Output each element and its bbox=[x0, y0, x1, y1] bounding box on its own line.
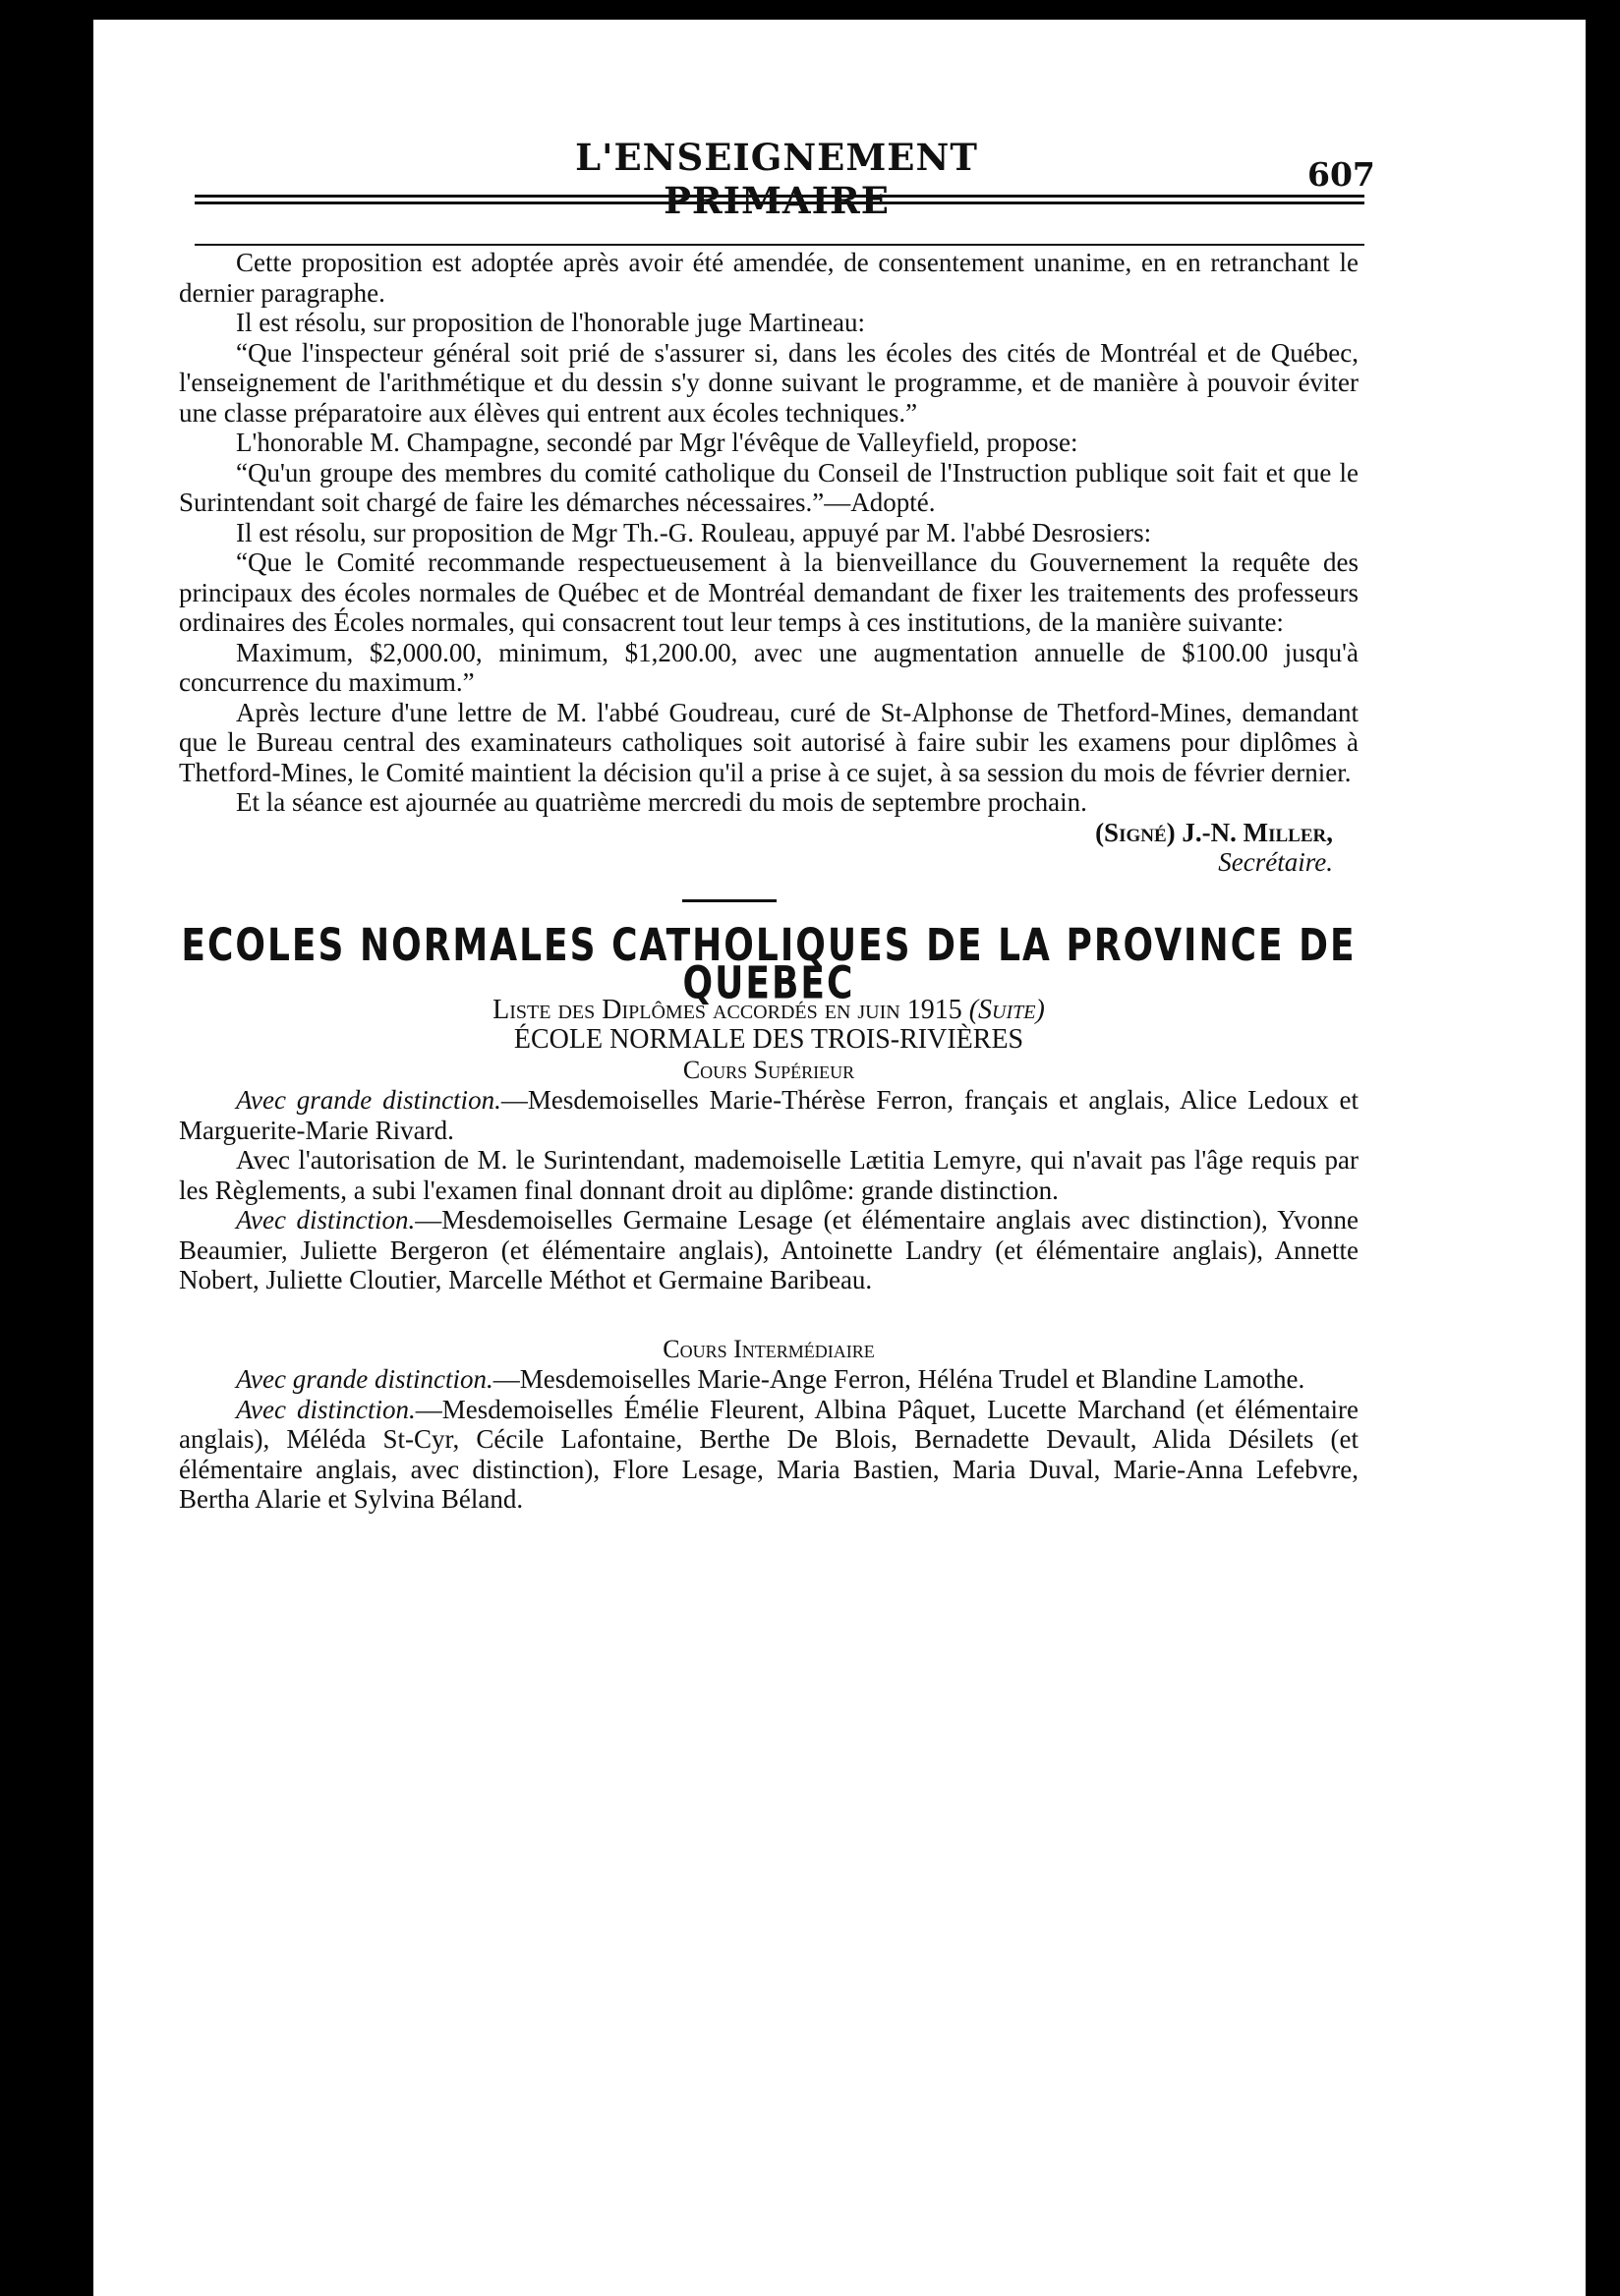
diploma-names: —Mesdemoiselles Germaine Lesage (et élémentaire anglais avec distinction), Yvonne Beaumier, Juliette Bergeron (et élémentaire anglais), Antoinette Landry (et élémentaire anglais), Annette Nobert, Juliette Cloutier, Marcelle Méthot et Germaine Baribeau. bbox=[179, 1205, 1359, 1294]
diploma-entry bbox=[179, 1205, 1359, 1295]
minutes-paragraph: L'honorable M. Champagne, secondé par Mgr l'évêque de Valleyfield, propose: bbox=[236, 428, 1078, 457]
signature-title: Secrétaire. bbox=[1218, 847, 1333, 877]
minutes-quote: “Qu'un groupe des membres du comité catholique du Conseil de l'Instruction publique soit fait et que le Surintendant soit chargé de faire les démarches nécessaires.”—Adopté. bbox=[179, 457, 1359, 517]
signature-text: (Signé) J.-N. Miller, bbox=[1095, 817, 1333, 847]
running-title: L'ENSEIGNEMENT PRIMAIRE bbox=[575, 136, 978, 222]
list-title-text: Liste des Diplômes accordés en juin 1915 bbox=[492, 994, 962, 1025]
section-divider bbox=[682, 899, 777, 902]
school-name: ÉCOLE NORMALE DES TROIS-RIVIÈRES bbox=[513, 1024, 1024, 1055]
distinction-label: Avec grande distinction. bbox=[236, 1364, 493, 1394]
signature-line bbox=[179, 818, 1359, 848]
minutes-paragraph: Après lecture d'une lettre de M. l'abbé Goudreau, curé de St-Alphonse de Thetford-Mines, demandant que le Bureau central des examinateurs catholiques soit autorisé à faire subir les examens pour diplômes à Thetford-Mines, le Comité maintient la décision qu'il a prise à ce sujet, à sa session du mois de février dernier. bbox=[179, 697, 1359, 787]
header-single-rule bbox=[195, 244, 1364, 246]
diploma-entry bbox=[179, 1395, 1359, 1515]
diploma-entry bbox=[179, 1085, 1359, 1145]
diploma-names: —Mesdemoiselles Marie-Thérèse Ferron, français et anglais, Alice Ledoux et Marguerite-Marie Rivard. bbox=[179, 1085, 1360, 1145]
diploma-entry bbox=[179, 1364, 1359, 1395]
page-number: 607 bbox=[1307, 155, 1375, 194]
course-title: Cours Supérieur bbox=[682, 1055, 855, 1084]
minutes-closing: Et la séance est ajournée au quatrième mercredi du mois de septembre prochain. bbox=[236, 787, 1087, 817]
distinction-label: Avec distinction. bbox=[236, 1394, 416, 1424]
minutes-quote: “Que le Comité recommande respectueusement à la bienveillance du Gouvernement la requête des principaux des écoles normales de Québec et de Montréal demandant de fixer les traitements des professeurs ordinaires des Écoles normales, qui consacrent tout leur temps à ces institutions, de la manière suivante: bbox=[179, 547, 1359, 637]
diploma-names: —Mesdemoiselles Marie-Ange Ferron, Héléna Trudel et Blandine Lamothe. bbox=[492, 1364, 1305, 1394]
section-heading: ECOLES NORMALES CATHOLIQUES DE LA PROVINCE DE QUEBEC bbox=[181, 920, 1357, 1008]
minutes-quote: “Que l'inspecteur général soit prié de s'assurer si, dans les écoles des cités de Montréal et de Québec, l'enseignement de l'arithmétique et du dessin s'y donne suivant le programme, et de manière à pouvoir éviter une classe préparatoire aux élèves qui entrent aux écoles techniques.” bbox=[179, 337, 1359, 428]
minutes-quote: Maximum, $2,000.00, minimum, $1,200.00, avec une augmentation annuelle de $100.00 jusqu'à concurrence du maximum.” bbox=[179, 637, 1359, 697]
minutes-paragraph: Il est résolu, sur proposition de Mgr Th.-G. Rouleau, appuyé par M. l'abbé Desrosiers: bbox=[236, 517, 1152, 547]
diploma-names: —Mesdemoiselles Émélie Fleurent, Albina Pâquet, Lucette Marchand (et élémentaire anglais), Méléda St-Cyr, Cécile Lafontaine, Berthe De Blois, Bernadette Devault, Alida Désilets (et élémentaire anglais, avec distinction), Flore Lesage, Maria Bastien, Maria Duval, Marie-Anna Lefebvre, Bertha Alarie et Sylvina Béland. bbox=[179, 1394, 1360, 1514]
header-double-rule bbox=[195, 195, 1364, 204]
minutes-paragraph: Il est résolu, sur proposition de l'honorable juge Martineau: bbox=[236, 308, 865, 337]
course-title: Cours Intermédiaire bbox=[663, 1334, 875, 1363]
diploma-entry: Avec l'autorisation de M. le Surintendant, mademoiselle Lætitia Lemyre, qui n'avait pas l'âge requis par les Règlements, a subi l'examen final donnant droit au diplôme: grande distinction. bbox=[179, 1145, 1359, 1205]
distinction-label: Avec grande distinction. bbox=[236, 1085, 501, 1115]
page-gutter-line bbox=[59, 0, 62, 2296]
minutes-paragraph: Cette proposition est adoptée après avoir été amendée, de consentement unanime, en en retranchant le dernier paragraphe. bbox=[179, 248, 1359, 308]
page-body bbox=[179, 248, 1359, 1515]
distinction-label: Avec distinction. bbox=[236, 1205, 416, 1234]
list-title-suffix: (Suite) bbox=[968, 994, 1045, 1025]
